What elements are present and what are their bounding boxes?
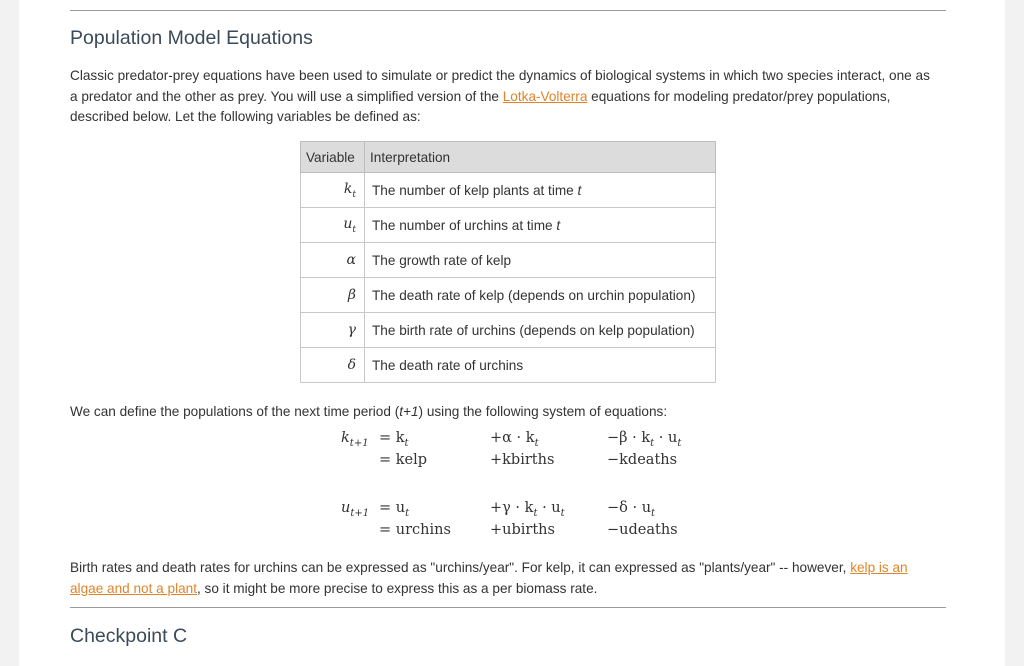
variables-table	[300, 141, 716, 383]
top-divider	[70, 10, 946, 11]
kelp-rhs-term2: $+\alpha \cdot k_t$	[490, 430, 539, 449]
urchin-name-term1: = urchins	[379, 522, 451, 538]
table-row	[301, 313, 716, 348]
variable-interpretation: The number of kelp plants at time t	[365, 173, 716, 208]
variable-symbol: $u_t$	[301, 208, 365, 243]
kelp-name-term3: −kdeaths	[607, 452, 678, 468]
equations-intro: We can define the populations of the next time period (t+1) using the following system of equations:	[70, 404, 668, 419]
variable-symbol: α	[301, 243, 365, 278]
table-header-interpretation: Interpretation	[365, 142, 716, 173]
kelp-algae-link[interactable]: kelp is an algae and not a plant	[70, 560, 908, 596]
page-title: Population Model Equations	[70, 27, 313, 49]
urchin-rhs-term1: = $u_t$	[379, 500, 410, 519]
variable-interpretation: The death rate of urchins	[365, 348, 716, 383]
variable-interpretation: The birth rate of urchins (depends on kelp population)	[365, 313, 716, 348]
variable-interpretation: The number of urchins at time t	[365, 208, 716, 243]
table-row	[301, 348, 716, 383]
page	[19, 0, 1005, 666]
kelp-lhs: $k_{t+1}$	[341, 430, 369, 449]
variable-interpretation: The death rate of kelp (depends on urchin population)	[365, 278, 716, 313]
table-row	[301, 208, 716, 243]
kelp-rhs-term1: = $k_t$	[379, 430, 409, 449]
variable-symbol: γ	[301, 313, 365, 348]
variable-symbol: β	[301, 278, 365, 313]
table-header-variable: Variable	[301, 142, 365, 173]
kelp-rhs-term3: $-\beta \cdot k_t \cdot u_t$	[607, 430, 682, 449]
intro-text-1: Classic predator-prey equations have been used to simulate or predict the dynamics of biological systems in which two species interact, one as a predator and the other as prey. You will use a simplified version of the	[70, 68, 930, 104]
urchin-rhs-term2: $+\gamma \cdot k_t \cdot u_t$	[490, 500, 565, 519]
urchin-rhs-term3: $-\delta \cdot u_t$	[607, 500, 656, 519]
urchin-name-term3: −udeaths	[607, 522, 678, 538]
urchin-lhs: $u_{t+1}$	[341, 500, 370, 519]
table-row	[301, 243, 716, 278]
lotka-volterra-link[interactable]: Lotka-Volterra	[502, 88, 588, 104]
variable-symbol: $k_t$	[301, 173, 365, 208]
variable-symbol: δ	[301, 348, 365, 383]
kelp-name-term1: = kelp	[379, 452, 428, 468]
variable-interpretation: The growth rate of kelp	[365, 243, 716, 278]
rates-paragraph: Birth rates and death rates for urchins can be expressed as "urchins/year". For kelp, it can expressed as "plants/year" -- however, kelp is an algae and not a plant, so it might be more precise to express this as a per biomass rate.	[70, 560, 908, 596]
checkpoint-heading: Checkpoint C	[70, 625, 188, 647]
table-row	[301, 173, 716, 208]
urchin-name-term2: +ubirths	[490, 522, 555, 538]
intro-text-2: equations for modeling predator/prey populations, described below. Let the following variables be defined as:	[70, 88, 891, 124]
intro-paragraph	[70, 66, 940, 128]
kelp-name-term2: +kbirths	[490, 452, 555, 468]
table-row	[301, 278, 716, 313]
bottom-divider	[70, 607, 946, 608]
